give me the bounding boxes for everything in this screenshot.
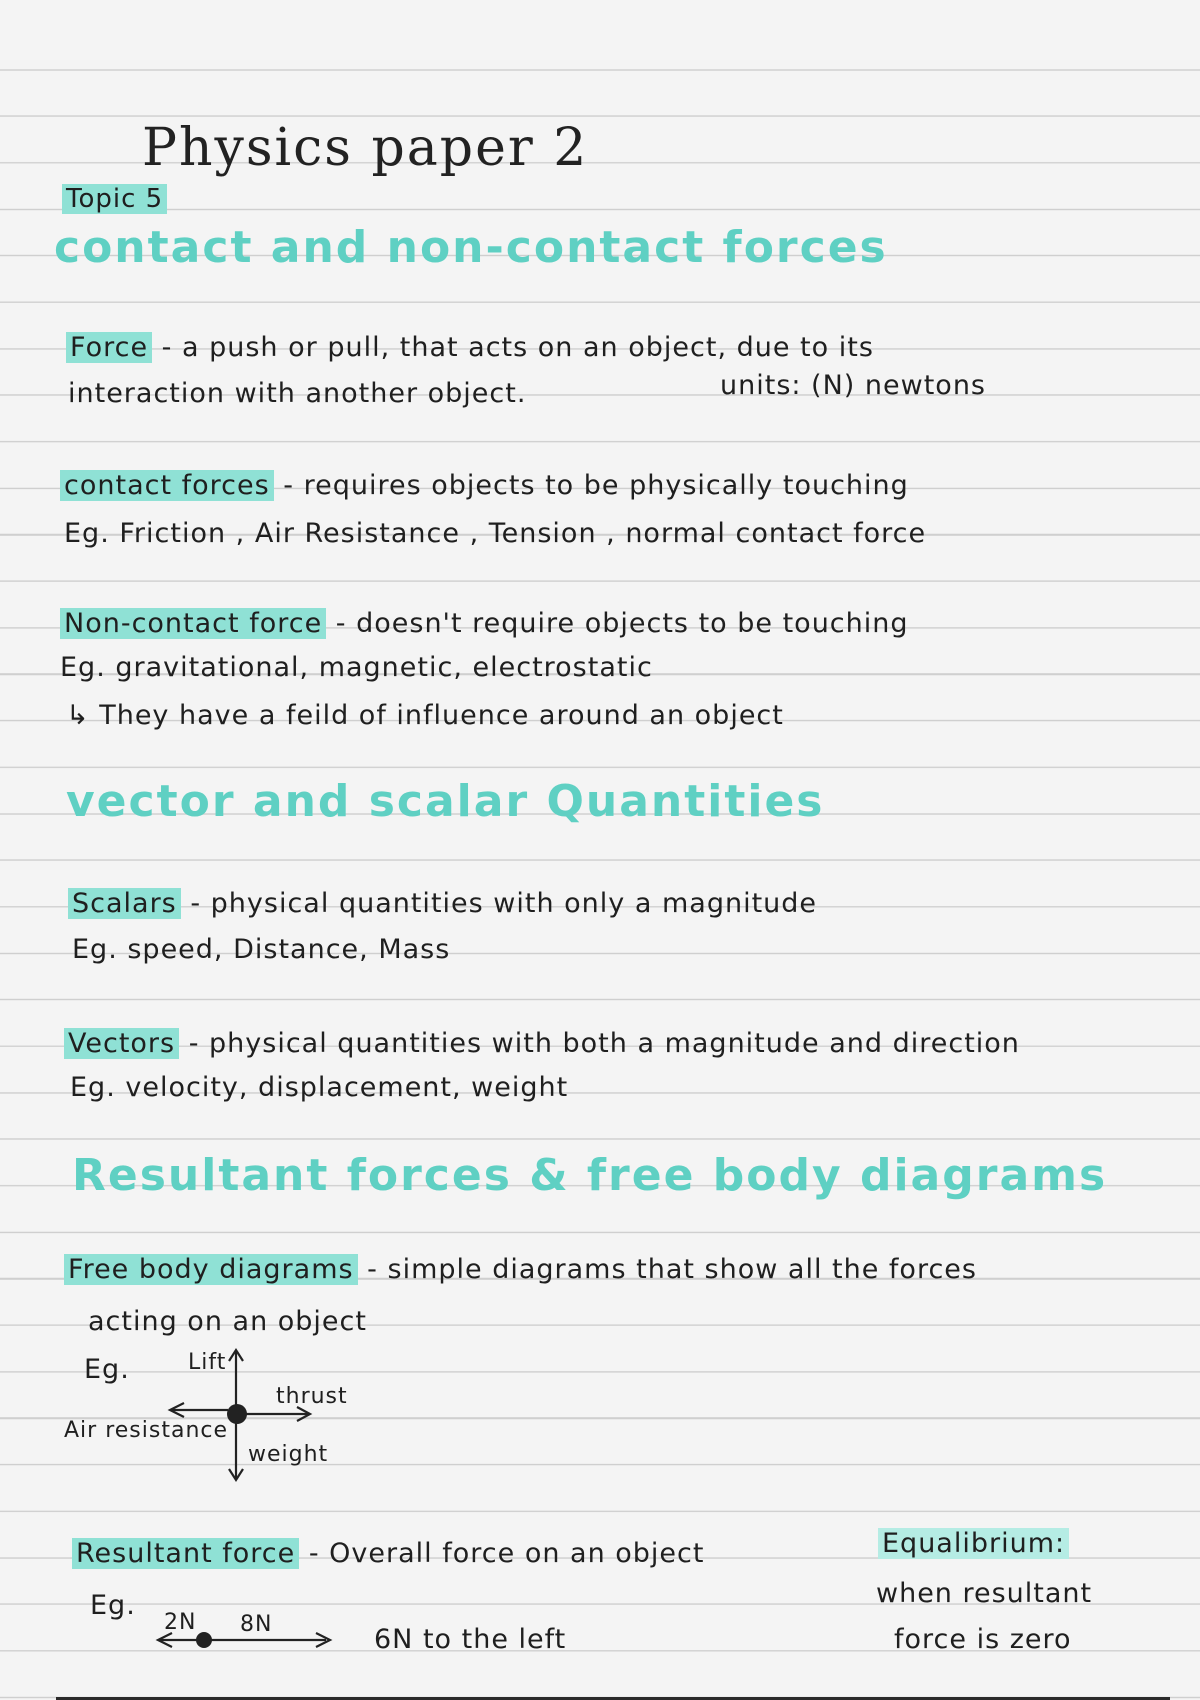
noncontact-force-definition-text: - doesn't require objects to be touching [335,608,909,639]
topic-label: Topic 5 [62,184,167,214]
vectors-definition-text: - physical quantities with both a magnitude and direction [188,1028,1020,1059]
scalars-examples: Eg. speed, Distance, Mass [72,934,451,965]
term-vectors: Vectors [64,1028,179,1059]
air-resistance-label: Air resistance [64,1418,229,1443]
term-scalars: Scalars [68,888,181,919]
force-definition-line1: - a push or pull, that acts on an object, due to its [161,332,874,363]
term-equilibrium: Equalibrium: [878,1528,1069,1559]
noncontact-force-note-text: They have a feild of influence around an object [99,700,784,731]
note-arrow-icon: ↳ [66,700,90,731]
force-definition-line2: interaction with another object. [68,378,527,409]
scalars-definition-text: - physical quantities with only a magnitude [190,888,818,919]
section-heading-contact-forces: contact and non-contact forces [54,222,888,273]
resultant-result: 6N to the left [374,1624,567,1655]
force-units: units: (N) newtons [720,370,986,401]
freebody-eg-label: Eg. [84,1354,130,1385]
term-resultant-force: Resultant force [72,1538,299,1569]
freebody-definition-line1: - simple diagrams that show all the forces [367,1254,977,1285]
equilibrium-line2: force is zero [894,1624,1072,1655]
term-contact-forces: contact forces [60,470,274,501]
term-noncontact-force: Non-contact force [60,608,326,639]
resultant-definition-text: - Overall force on an object [308,1538,705,1569]
noncontact-force-examples: Eg. gravitational, magnetic, electrostatic [60,652,653,683]
lift-label: Lift [188,1350,227,1375]
term-force: Force [66,332,152,363]
section-heading-vector-scalar: vector and scalar Quantities [66,776,825,827]
term-freebody-diagrams: Free body diagrams [64,1254,358,1285]
resultant-definition [72,1538,704,1569]
equilibrium-line1: when resultant [876,1578,1093,1609]
resultant-eg-label: Eg. [90,1590,136,1621]
contact-forces-definition-text: - requires objects to be physically touching [283,470,909,501]
contact-forces-examples: Eg. Friction , Air Resistance , Tension , normal contact force [64,518,927,549]
right-force-label: 8N [240,1612,273,1637]
weight-label: weight [248,1442,329,1467]
thrust-label: thrust [276,1384,348,1409]
vectors-examples: Eg. velocity, displacement, weight [70,1072,569,1103]
section-heading-resultant-forces: Resultant forces & free body diagrams [72,1150,1108,1201]
page-title: Physics paper 2 [142,118,589,178]
object-dot-icon [227,1404,247,1424]
resultant-object-dot-icon [196,1632,212,1648]
freebody-definition-line2: acting on an object [88,1306,367,1337]
left-force-label: 2N [164,1610,197,1635]
